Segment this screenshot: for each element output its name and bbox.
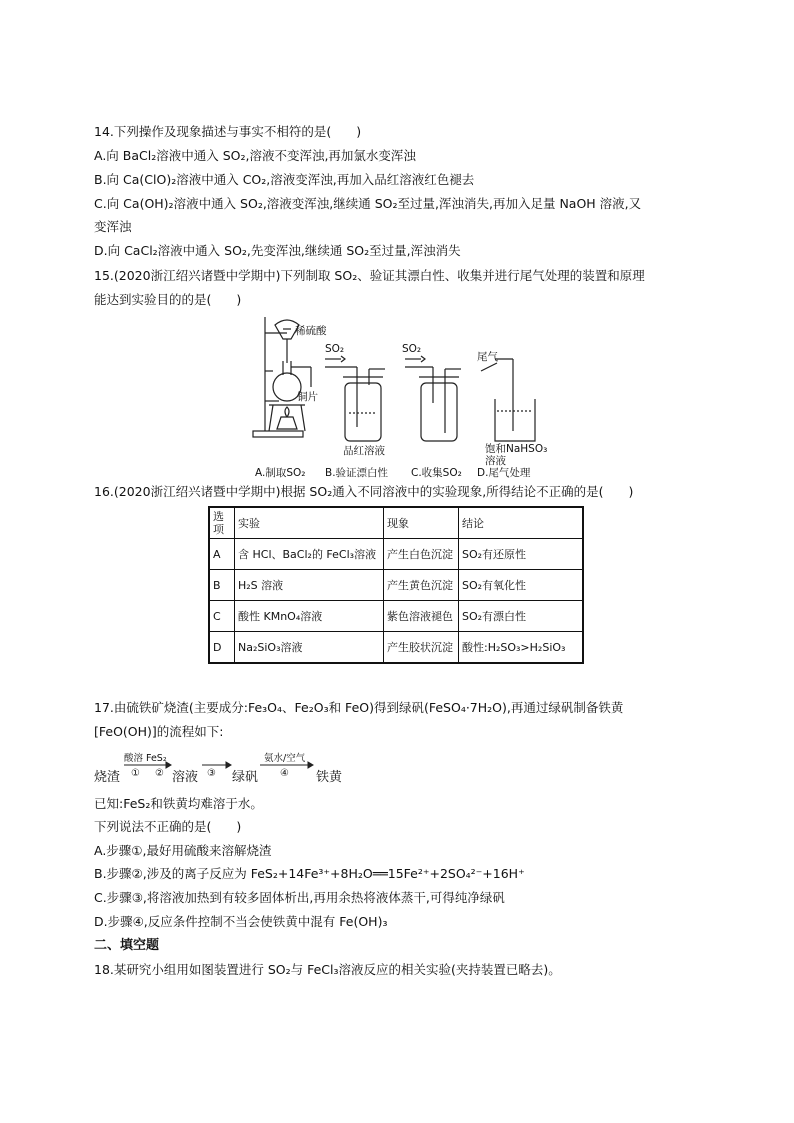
q16-stem: 16.(2020浙江绍兴诸暨中学期中)根据 SO₂通入不同溶液中的实验现象,所得结论不正确的是( ) [94, 484, 634, 499]
q14-option-b: B.向 Ca(ClO)₂溶液中通入 CO₂,溶液变浑浊,再加入品红溶液红色褪去 [94, 172, 475, 187]
flow-step4-reagent: 氨水/空气 [264, 753, 306, 764]
table-row [209, 601, 583, 632]
caption-a: A.制取SO₂ [255, 467, 306, 479]
table-row [209, 632, 583, 664]
flow-step4-number: ④ [280, 768, 289, 779]
table-cell: 产生胶状沉淀 [384, 632, 459, 664]
q15-stem-line2: 能达到实验目的的是( ) [94, 292, 242, 307]
q14-stem: 14.下列操作及现象描述与事实不相符的是( ) [94, 124, 362, 139]
table-cell: 酸性:H₂SO₃>H₂SiO₃ [459, 632, 584, 664]
flow-step1-reagent: 酸溶 FeS₂ [124, 753, 167, 764]
caption-b: B.验证漂白性 [325, 467, 389, 479]
flow-node-solution: 溶液 [172, 770, 199, 785]
table-cell: D [209, 632, 235, 664]
so2-label-b: SO₂ [325, 343, 345, 355]
table-cell: H₂S 溶液 [235, 570, 384, 601]
q14-option-a: A.向 BaCl₂溶液中通入 SO₂,溶液不变浑浊,再加氯水变浑浊 [94, 148, 416, 163]
q14-option-c: C.向 Ca(OH)₂溶液中通入 SO₂,溶液变浑浊,继续通 SO₂至过量,浑浊消失,再加入足量 NaOH 溶液,又 [94, 196, 642, 211]
table-header: 结论 [459, 507, 584, 539]
pinhong-label: 品红溶液 [343, 445, 385, 457]
flow-node-lvfan: 绿矾 [232, 770, 259, 785]
so2-label-c: SO₂ [402, 343, 422, 355]
flow-step3-number: ③ [207, 768, 216, 779]
table-cell: SO₂有漂白性 [459, 601, 584, 632]
q17-option-d: D.步骤④,反应条件控制不当会使铁黄中混有 Fe(OH)₃ [94, 914, 388, 929]
table-cell: A [209, 539, 235, 570]
flow-step2-number: ② [155, 768, 164, 779]
q14-option-c-cont: 变浑浊 [94, 219, 132, 234]
tail-gas-label: 尾气 [477, 351, 498, 363]
q15-stem-line1: 15.(2020浙江绍兴诸暨中学期中)下列制取 SO₂、验证其漂白性、收集并进行尾气处理的装置和原理 [94, 268, 645, 283]
table-cell: 产生黄色沉淀 [384, 570, 459, 601]
table-cell: SO₂有氧化性 [459, 570, 584, 601]
q17-flow-diagram [94, 748, 414, 788]
q14-option-d: D.向 CaCl₂溶液中通入 SO₂,先变浑浊,继续通 SO₂至过量,浑浊消失 [94, 243, 461, 258]
q17-stem-line2: [FeO(OH)]的流程如下: [94, 724, 224, 739]
table-cell: 产生白色沉淀 [384, 539, 459, 570]
q17-option-c: C.步骤③,将溶液加热到有较多固体析出,再用余热将液体蒸干,可得纯净绿矾 [94, 890, 505, 905]
table-header-row [209, 507, 583, 539]
table-cell: SO₂有还原性 [459, 539, 584, 570]
q17-ask: 下列说法不正确的是( ) [94, 819, 242, 834]
table-cell: 酸性 KMnO₄溶液 [235, 601, 384, 632]
nahso3-label: 饱和NaHSO₃ [485, 443, 548, 455]
flow-node-slag: 烧渣 [94, 770, 121, 785]
flow-step1-number: ① [131, 768, 140, 779]
q16-table [208, 506, 584, 664]
q17-option-b: B.步骤②,涉及的离子反应为 FeS₂+14Fe³⁺+8H₂O══15Fe²⁺+2SO₄²⁻+16H⁺ [94, 866, 525, 881]
caption-c: C.收集SO₂ [411, 467, 462, 479]
table-row [209, 539, 583, 570]
q18-stem: 18.某研究小组用如图装置进行 SO₂与 FeCl₃溶液反应的相关实验(夹持装置已略去)。 [94, 962, 561, 977]
table-cell: B [209, 570, 235, 601]
section-heading: 二、填空题 [94, 938, 160, 953]
table-header: 实验 [235, 507, 384, 539]
q15-apparatus-figure [245, 313, 548, 483]
table-header: 现象 [384, 507, 459, 539]
q17-stem-line1: 17.由硫铁矿烧渣(主要成分:Fe₃O₄、Fe₂O₃和 FeO)得到绿矾(FeSO₄·7H₂O),再通过绿矾制备铁黄 [94, 700, 624, 715]
table-row [209, 570, 583, 601]
solution-label: 溶液 [485, 455, 506, 467]
q17-known: 已知:FeS₂和铁黄均难溶于水。 [94, 796, 263, 811]
table-cell: 含 HCl、BaCl₂的 FeCl₃溶液 [235, 539, 384, 570]
caption-d: D.尾气处理 [477, 467, 531, 479]
table-cell: 紫色溶液褪色 [384, 601, 459, 632]
q17-option-a: A.步骤①,最好用硫酸来溶解烧渣 [94, 843, 272, 858]
acid-label: 稀硫酸 [295, 325, 327, 337]
flow-node-iron-yellow: 铁黄 [316, 770, 343, 785]
table-cell: Na₂SiO₃溶液 [235, 632, 384, 664]
table-cell: C [209, 601, 235, 632]
table-header: 选项 [209, 507, 235, 539]
copper-label: 铜片 [297, 391, 318, 403]
